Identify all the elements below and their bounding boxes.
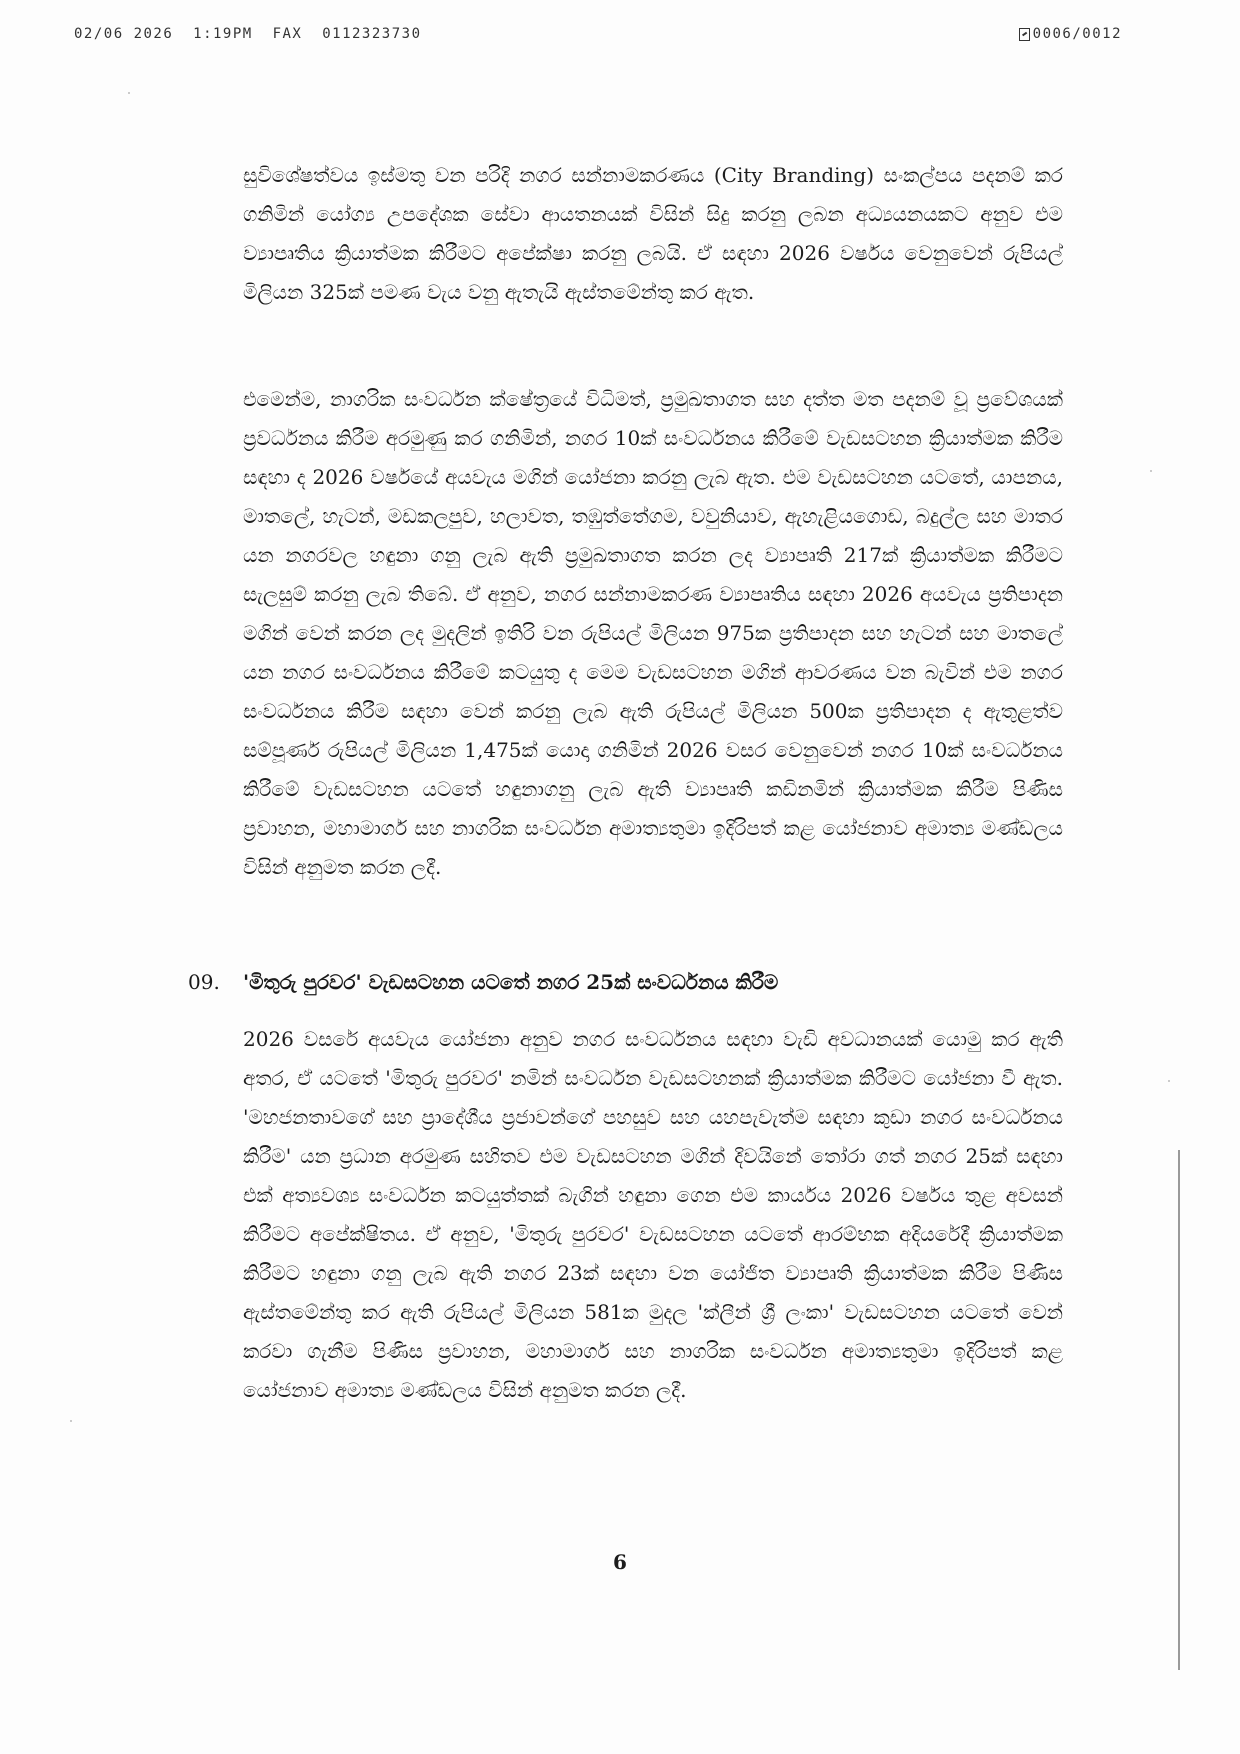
body-paragraph-2: එමෙන්ම, නාගරික සංවර්ධන ක්ෂේත්‍රයේ විධිමත්, ප්‍රමුඛතාගත සහ දත්ත මත පදනම් වූ ප්‍රවේශයක් ප්‍රවර්ධනය කිරීම අරමුණු කර ගනිමින්, නගර 10ක් සංවර්ධනය කිරීමේ වැඩසටහන ක්‍රියාත්මක කිරීම සඳහා ද 2026 වර්ෂයේ අයවැය මගින් යෝජනා කරනු ලැබ ඇත. එම වැඩසටහන යටතේ, යාපනය, මාතලේ, හැටන්, මඩකලපුව, හලාවත, තඹුත්තේගම, වවුනියාව, ඇහැළියගොඩ, බදුල්ල සහ මාතර යන නගරවල හඳුනා ගනු ලැබ ඇති ප්‍රමුඛතාගත කරන ලද ව්‍යාපෘති 217ක් ක්‍රියාත්මක කිරීමට සැලසුම් කරනු ලැබ තිබේ. ඒ අනුව, නගර සන්නාමකරණ ව්‍යාපෘතිය සඳහා 2026 අයවැය ප්‍රතිපාදන මගින් වෙන් කරන ලද මුදලින් ඉතිරි වන රුපියල් මිලියන 975ක ප්‍රතිපාදන සහ හැටන් සහ මාතලේ යන නගර සංවර්ධනය කිරීමේ කටයුතු ද මෙම වැඩසටහන මගින් ආවරණය වන බැවින් එම නගර සංවර්ධනය කිරීම සඳහා වෙන් කරනු ලැබ ඇති රුපියල් මිලියන 500ක ප්‍රතිපාදන ද ඇතුළත්ව සම්පූර්ණ රුපියල් මිලියන 1,475ක් යොදා ගනිමින් 2026 වසර වෙනුවෙන් නගර 10ක් සංවර්ධනය කිරීමේ වැඩසටහන යටතේ හඳුනාගනු ලැබ ඇති ව්‍යාපෘති කඩිනමින් ක්‍රියාත්මක කිරීම පිණිස ප්‍රවාහන, මහාමාර්ග සහ නාගරික සංවර්ධන අමාත්‍යතුමා ඉදිරිපත් කළ යෝජනාව අමාත්‍ය මණ්ඩලය විසින් අනුමත කරන ලදී. (243, 387, 1063, 879)
fax-header (74, 26, 1122, 50)
scan-speck (1150, 470, 1152, 472)
scan-speck (70, 1420, 72, 1422)
scan-margin-line (1178, 1150, 1180, 1670)
body-paragraph-3: 2026 වසරේ අයවැය යෝජනා අනුව නගර සංවර්ධනය සඳහා වැඩි අවධානයක් යොමු කර ඇති අතර, ඒ යටතේ 'මිතුරු පුරවර' නමින් සංවර්ධන වැඩසටහනක් ක්‍රියාත්මක කිරීමට යෝජනා වී ඇත. 'මහජනතාවගේ සහ ප්‍රාදේශීය ප්‍රජාවන්ගේ පහසුව සහ යහපැවැත්ම සඳහා කුඩා නගර සංවර්ධනය කිරීම' යන ප්‍රධාන අරමුණ සහිතව එම වැඩසටහන මගින් දිවයිනේ තෝරා ගත් නගර 25ක් සඳහා එක් අත්‍යවශ්‍ය සංවර්ධන කටයුත්තක් බැගින් හඳුනා ගෙන එම කාර්යය 2026 වර්ෂය තුළ අවසන් කිරීමට අපේක්ෂිතය. ඒ අනුව, 'මිතුරු පුරවර' වැඩසටහන යටතේ ආරම්භක අදියරේදී ක්‍රියාත්මක කිරීමට හඳුනා ගනු ලැබ ඇති නගර 23ක් සඳහා වන යෝජිත ව්‍යාපෘති ක්‍රියාත්මක කිරීම පිණිස ඇස්තමේන්තු කර ඇති රුපියල් මිලියන 581ක මුදල 'ක්ලීන් ශ්‍රී ලංකා' වැඩසටහන යටතේ වෙන් කරවා ගැනීම පිණිස ප්‍රවාහන, මහාමාර්ග සහ නාගරික සංවර්ධන අමාත්‍යතුමා ඉදිරිපත් කළ යෝජනාව අමාත්‍ය මණ්ඩලය විසින් අනුමත කරන ලදී. (243, 1027, 1063, 1402)
scan-speck (1168, 1080, 1170, 1082)
fax-page-icon (1019, 28, 1030, 41)
section-title: 'මිතුරු පුරවර' වැඩසටහන යටතේ නගර 25ක් සංවර්ධනය කිරීම (243, 970, 779, 994)
fax-page-counter (1019, 26, 1122, 42)
fax-page-counter-text: 0006/0012 (1032, 26, 1122, 42)
fax-transmission-line: 02/06 2026 1:19PM FAX 0112323730 (74, 26, 422, 42)
body-paragraph-1: සුවිශේෂත්වය ඉස්මතු වන පරිදි නගර සන්නාමකරණය (City Branding) සංකල්පය පදනම් කර ගනිමින් යෝග්‍ය උපදේශක සේවා ආයතනයක් විසින් සිදු කරනු ලබන අධ්‍යයනයකට අනුව එම ව්‍යාපෘතිය ක්‍රියාත්මක කිරීමට අපේක්ෂා කරනු ලබයි. ඒ සඳහා 2026 වර්ෂය වෙනුවෙන් රුපියල් මිලියන 325ක් පමණ වැය වනු ඇතැයි ඇස්තමේන්තු කර ඇත. (243, 163, 1063, 304)
page-number: 6 (613, 1550, 627, 1574)
section-heading (188, 962, 1068, 1002)
scan-speck (128, 92, 130, 94)
section-number: 09. (188, 970, 220, 994)
